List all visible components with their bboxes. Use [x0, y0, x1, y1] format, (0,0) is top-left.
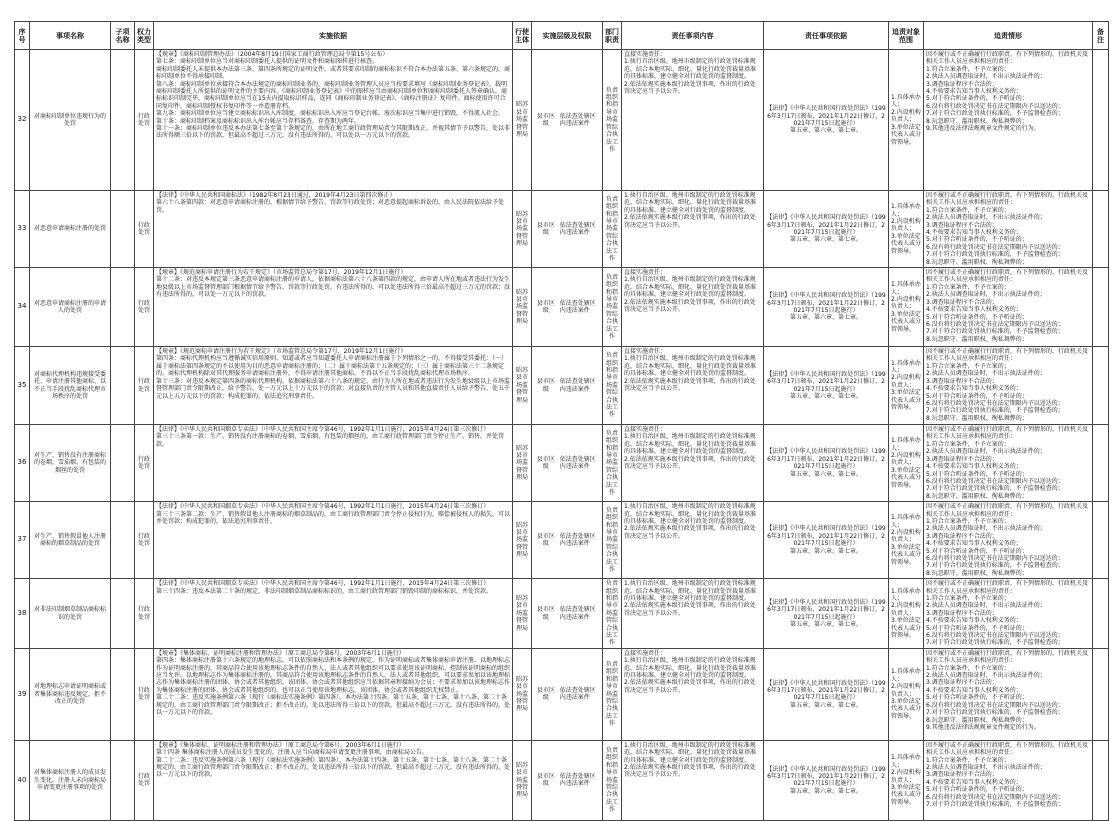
row-level-name: 县市区级 — [536, 606, 555, 621]
row-level — [532, 502, 603, 579]
table-row — [15, 347, 1109, 425]
row-level — [532, 648, 603, 740]
row-item-name: 对生产、销售没有注册商标的卷烟、雪茄烟、有包装的烟丝的处罚 — [30, 425, 111, 502]
row-target: 1.具体承办人； 2.内设机构负责人； 3.单位法定代表人或分管领导。 — [889, 502, 924, 579]
row-situation: 因不履行或不正确履行行政职责，有下列情形的，行政机关及相关工作人员应承担相应的责任： 1.符合立案条件，不予立案的； 2.执法人员调查取证时，不出示执法证件的； 3.调查取证程序不合法的； 4.不按要求告知当事人权利义务的； 5.对于符合听证条件的，不予听证的； 6.没有将行政处罚决定书在法定期限内予以送达的； 7.对于符合行政处罚执行标准的，不予监督检查的； 8.玩忽职守、滥用职权、徇私舞弊的； — [924, 347, 1093, 425]
row-target: 1.具体承办人； 2.内设机构负责人； 3.单位法定代表人或分管领导。 — [889, 740, 924, 820]
row-note — [1093, 347, 1109, 425]
row-basis: 【规章】《商标印制管理办法》（2004年8月19日国家工商行政管理总局令第15号公布） 第七条：商标印制单位应当对商标印制委托人提供的证明文件和商标图样进行核查。 商标印制委托人未提供本办法第三条、第四条所规定的证明文件，或者其要求印制的商标标识不符合本办法第五条、第六条规定的，商标印制单位不得承接印制。 第八条：商标印制单位承接符合本办法规定的商标印制业务的，商标印制业务管理人员应当按要求填写《商标印制业务登记表》，载明商标印制委托人所提供的证明文件的主要内容，《商标印制业务登记表》中的图样应当由商标印制单位和商标印制委托人签章确认。商标标识印制完毕，商标印制单位应当在15天内提取标识样品，连同《商标印制业务登记表》、《商标注册证》复印件、商标使用许可合同复印件、商标印制授权书复印件等一并造册存档。 第九条：商标印制单位应当建立商标标识出入库制度，商标标识出入库应当登记台帐。废次标识应当集中进行销毁，不得流入社会。 第十条：商标印制档案及商标标识出入库台帐应当存档备查，存查期为两年。 第十一条：商标印制单位违反本办法第七条至第十条规定的，由所在地工商行政管理局责令其限期改正，并视其情节予以警告，处以非法所得额三倍以下的罚款，但最高不超过三万元，没有违法所得的，可以处以一万元以下的罚款。 — [154, 50, 513, 191]
row-subject: 昭苏县市场监督管理局 — [513, 579, 532, 649]
row-note — [1093, 50, 1109, 191]
row-dept: 负责组织和指导市场监管综合执法工作 — [603, 50, 622, 191]
header-subject: 行使主体 — [513, 22, 532, 50]
row-seq: 38 — [15, 579, 30, 649]
row-note — [1093, 191, 1109, 268]
row-item-name: 对集体商标注册人的成员发生变化，注册人未向商标局申请变更注册事项的处罚 — [30, 740, 111, 820]
row-resp-basis: 【法律】《中华人民共和国行政处罚法》（1996年3月17日颁布，2021年1月22日修订，2021年7月15日起施行） 第五章、第六章、第七章。 — [764, 740, 889, 820]
row-item-name: 对非法印制烟草制品商标标识的处罚 — [30, 579, 111, 649]
row-level-scope: 依法查处辖区内违法案件 — [559, 606, 596, 621]
row-subject: 昭苏县市场监督管理局 — [513, 648, 532, 740]
row-note — [1093, 268, 1109, 347]
row-level-name: 县市区级 — [536, 112, 555, 127]
header-dept: 部门职责 — [603, 22, 622, 50]
row-target: 1.具体承办人； 2.内设机构负责人； 3.单位法定代表人或分管领导。 — [889, 425, 924, 502]
row-level — [532, 268, 603, 347]
row-power-type: 行政处罚 — [135, 740, 154, 820]
row-situation: 因不履行或不正确履行行政职责，有下列情形的，行政机关及相关工作人员应承担相应的责任： 1.符合立案条件，不予立案的； 2.执法人员调查取证时，不出示执法证件的； 3.调查取证程序不合法的； 4.不按要求告知当事人权利义务的； 5.对于符合听证条件的，不予听证的； 6.没有将行政处罚决定书在法定期限内予以送达的； 7.对于符合行政处罚执行标准的，不予监督检查的； 8.玩忽职守、滥用职权、徇私舞弊的； 9.其他违反法律法规规章文件规定的行为。 — [924, 648, 1093, 740]
row-subject: 昭苏县市场监督管理局 — [513, 502, 532, 579]
row-resp-basis: 【法律】《中华人民共和国行政处罚法》（1996年3月17日颁布，2021年1月22日修订，2021年7月15日起施行） 第五章、第六章、第七章。 — [764, 347, 889, 425]
row-resp: 直接实施责任： 1.执行自治区级、地州市级制定的行政处罚标准规范，结合本地实际，细化、量化行政处罚裁量基准的具体标准，建立健全对行政处罚的监督制度。 2.依法依规实施本级行政处罚事项，作出的行政处罚决定应当予以公开。 — [622, 347, 764, 425]
row-level — [532, 191, 603, 268]
row-power-type: 行政处罚 — [135, 191, 154, 268]
header-basis: 实施依据 — [154, 22, 513, 50]
row-item-name: 对地理标志申请证明商标或者集体商标违反规定，拒不改正的处罚 — [30, 648, 111, 740]
row-situation: 因不履行或不正确履行行政职责，有下列情形的，行政机关及相关工作人员应承担相应的责任： 1.符合立案条件，不予立案的； 2.执法人员调查取证时，不出示执法证件的； 3.调查取证程序不合法的； 4.不按要求告知当事人权利义务的； 5.对于符合听证条件的，不予听证的； 6.没有将行政处罚决定书在法定期限内予以送达的； 7.对于符合行政处罚执行标准的，不予监督检查的； 8.玩忽职守、滥用职权、徇私舞弊的； — [924, 425, 1093, 502]
table-row — [15, 648, 1109, 740]
row-level-scope: 依法查处辖区内违法案件 — [559, 686, 596, 702]
row-seq: 34 — [15, 268, 30, 347]
row-level — [532, 347, 603, 425]
table-row — [15, 191, 1109, 268]
row-resp: 1.执行自治区级、地州市级制定的行政处罚标准规范，结合本地实际，细化、量化行政处罚裁量基准的具体标准，建立健全对行政处罚的监督制度。 2.依法依规实施本级行政处罚事项，作出的行政处罚决定应当予以公开。 — [622, 502, 764, 579]
row-basis: 【规章】《规范商标申请注册行为若干规定》（市场监管总局令第17号，2019年12月1日施行） 第十二条：对违反本规定第三条恶意申请商标注册的申请人，依据商标法第六十八条第四款的规定，由申请人所在地或者违法行为发生地县级以上市场监督管理部门根据情节给予警告、罚款等行政处罚。有违法所得的，可以处违法所得三倍最高不超过三万元的罚款；没有违法所得的，可以处一万元以下的罚款。 — [154, 268, 513, 347]
row-dept: 负责组织和指导市场监管综合执法工作 — [603, 648, 622, 740]
row-level-name: 县市区级 — [536, 221, 555, 237]
row-level — [532, 579, 603, 649]
row-resp-basis: 【法律】《中华人民共和国行政处罚法》（1996年3月17日颁布，2021年1月22日修订，2021年7月15日起施行） 第五章、第六章、第七章。 — [764, 191, 889, 268]
row-situation: 因不履行或不正确履行行政职责，有下列情形的，行政机关及相关工作人员应承担相应的责任： 1.符合立案条件，不予立案的； 2.执法人员调查取证时，不出示执法证件的； 3.调查取证程序不合法的； 4.不按要求告知当事人权利义务的； 5.对于符合听证条件的，不予听证的； 6.没有将行政处罚决定书在法定期限内予以送达的； 7.对于符合行政处罚执行标准的，不予监督检查的； 8.玩忽职守、滥用职权、徇私舞弊的； 9.其他违反法律法规规章文件规定的行为。 — [924, 50, 1093, 191]
row-target: 1.具体承办人； 2.内设机构负责人； 3.单位法定代表人或分管领导。 — [889, 268, 924, 347]
table-row — [15, 425, 1109, 502]
header-name: 事项名称 — [30, 22, 111, 50]
header-resp-basis: 责任事项依据 — [764, 22, 889, 50]
row-sub-item — [111, 502, 135, 579]
row-level-scope: 依法查处辖区内违法案件 — [559, 532, 596, 548]
row-note — [1093, 579, 1109, 649]
header-note: 备注 — [1093, 22, 1109, 50]
row-power-type: 行政处罚 — [135, 579, 154, 649]
row-sub-item — [111, 648, 135, 740]
header-row — [15, 22, 1109, 50]
row-level-name: 县市区级 — [536, 299, 555, 315]
row-subject: 昭苏县市场监督管理局 — [513, 740, 532, 820]
row-dept: 负责组织和指导市场监管综合执法工作 — [603, 425, 622, 502]
row-basis: 【规章】《集体商标、证明商标注册和管理办法》（原工商总局令第6号，2003年6月1日施行） 第十四条 集体商标注册人的成员发生变化的，注册人应当向商标局申请变更注册事项，由商标局公告。 第二十二条：违反实施条例第六条（现行《商标法实施条例》第四条）、本办法第十四条、第十五条、第十七条、第十八条、第二十条规定的，由工商行政管理部门责令限期改正；拒不改正的，处以违法所得三倍以下的罚款，但最高不超过三万元，没有违法所得的，处以一万元以下的罚款。 — [154, 740, 513, 820]
header-target: 追责对象范围 — [889, 22, 924, 50]
table-row — [15, 502, 1109, 579]
row-level-scope: 依法查处辖区内违法案件 — [559, 112, 596, 127]
row-level — [532, 740, 603, 820]
row-note — [1093, 648, 1109, 740]
row-seq: 33 — [15, 191, 30, 268]
row-resp: 直接实施责任： 1.执行自治区级、地州市级制定的行政处罚标准规范，结合本地实际，细化、量化行政处罚裁量基准的具体标准，建立健全对行政处罚的监督制度。 2.依法依规实施本级行政处罚事项，作出的行政处罚决定应当予以公开。 — [622, 268, 764, 347]
row-target: 1.具体承办人； 2.内设机构负责人； 3.单位法定代表人或分管领导。 — [889, 50, 924, 191]
header-resp: 责任事项内容 — [622, 22, 764, 50]
row-level-name: 县市区级 — [536, 455, 555, 471]
row-resp-basis: 【法律】《中华人民共和国行政处罚法》（1996年3月17日颁布，2021年1月22日修订，2021年7月15日起施行） 第五章、第六章、第七章。 — [764, 425, 889, 502]
row-sub-item — [111, 191, 135, 268]
row-resp: 1.执行自治区级、地州市级制定的行政处罚标准规范，结合本地实际，细化、量化行政处罚裁量基准的具体标准，建立健全对行政处罚的监督制度。 2.依法依规实施本级行政处罚事项，作出的行政处罚决定应当予以公开。 — [622, 740, 764, 820]
row-dept: 负责组织和指导市场监管综合执法工作 — [603, 191, 622, 268]
row-level-scope: 依法查处辖区内违法案件 — [559, 378, 596, 393]
row-power-type: 行政处罚 — [135, 648, 154, 740]
row-dept: 负责组织和指导市场监管综合执法工作 — [603, 268, 622, 347]
row-subject: 昭苏县市场监督管理局 — [513, 347, 532, 425]
row-sub-item — [111, 740, 135, 820]
row-resp-basis: 【法律】《中华人民共和国行政处罚法》（1996年3月17日颁布，2021年1月22日修订，2021年7月15日起施行） 第五章、第六章、第七章。 — [764, 50, 889, 191]
row-resp: 1.执行自治区级、地州市级制定的行政处罚标准规范，结合本地实际，细化、量化行政处罚裁量基准的具体标准，建立健全对行政处罚的监督制度。 2.依法依规实施本级行政处罚事项，作出的行政处罚决定应当予以公开。 — [622, 579, 764, 649]
row-resp: 直接实施责任： 1.执行自治区级、地州市级制定的行政处罚标准规范，结合本地实际，细化、量化行政处罚裁量基准的具体标准，建立健全对行政处罚的监督制度。 2.依法依规实施本级行政处罚事项，作出的行政处罚决定应当予以公开。 — [622, 425, 764, 502]
row-level — [532, 50, 603, 191]
row-item-name: 对恶意申请商标注册的申请人的处罚 — [30, 268, 111, 347]
row-basis: 【法律】《中华人民共和国烟草专卖法》（中华人民共和国主席令第46号，1992年1月1日施行，2015年4月24日第三次修订） 第三十四条：违反本法第二十条的规定，非法印制烟草制品商标标识的，由工商行政管理部门销毁印制的商标标识，并处罚款。 — [154, 579, 513, 649]
row-resp: 直接实施责任： 1.执行自治区级、地州市级制定的行政处罚标准规范，结合本地实际，细化、量化行政处罚裁量基准的具体标准，建立健全对行政处罚的监督制度。 2.依法依规实施本级行政处罚事项，作出的行政处罚决定应当予以公开。 — [622, 50, 764, 191]
row-level-scope: 依法查处辖区内违法案件 — [559, 299, 596, 315]
row-seq: 32 — [15, 50, 30, 191]
header-sub: 子项名称 — [111, 22, 135, 50]
row-basis: 【规章】《集体商标、证明商标注册和管理办法》（原工商总局令第6号，2003年6月1日施行） 第四条：集体商标注册第十六条规定的地理标志，可以依照商标法和本条例的规定，作为证明商标或者集体商标申请注册。以地理标志作为证明商标注册的，其商品符合使用该地理标志条件的自然人、法人或者其他组织可以要求使用该证明商标，控制该证明商标的组织应当允许。以地理标志作为集体商标注册的，其商品符合使用该地理标志条件的自然人、法人或者其他组织，可以要求参加以该地理标志作为集体商标注册的团体、协会或者其他组织，该团体、协会或者其他组织应当依据其章程接纳为会员；不要求参加以该地理标志作为集体商标注册的团体、协会或者其他组织的，也可以正当使用该地理标志，该团体、协会或者其他组织无权禁止。 第二十二条：违反实施条例第六条（现行《商标法实施条例》第四条）、本办法第十四条、第十五条、第十七条、第十八条、第二十条规定的，由工商行政管理部门责令限期改正；拒不改正的，处以违法所得三倍以下的罚款，但最高不超过三万元，没有违法所得的，处以一万元以下的罚款。 — [154, 648, 513, 740]
row-level-name: 县市区级 — [536, 686, 555, 702]
row-note — [1093, 502, 1109, 579]
row-level-scope: 依法查处辖区内违法案件 — [559, 455, 596, 471]
row-basis: 【法律】《中华人民共和国烟草专卖法》（中华人民共和国主席令第46号，1992年1月1日施行，2015年4月24日第三次修订） 第三十三条第二款：生产、销售假冒他人注册商标的烟草制品的，由工商行政管理部门责令停止侵权行为，赔偿被侵权人的损失，可以并处罚款；构成犯罪的，依法追究刑事责任。 — [154, 502, 513, 579]
row-target: 1.具体承办人； 2.内设机构负责人； 3.单位法定代表人或分管领导。 — [889, 347, 924, 425]
row-basis: 【法律】《中华人民共和国商标法》（1982年8月23日通过，2019年4月23日第四次修正） 第六十八条第四款：对恶意申请商标注册的，根据情节给予警告、罚款等行政处罚；对恶意提起商标诉讼的，由人民法院依法给予处罚。 — [154, 191, 513, 268]
row-resp-basis: 【法律】《中华人民共和国行政处罚法》（1996年3月17日颁布，2021年1月22日修订，2021年7月15日起施行） 第五章、第六章、第七章。 — [764, 268, 889, 347]
row-dept: 负责组织和指导市场监管综合执法工作 — [603, 347, 622, 425]
row-level-name: 县市区级 — [536, 378, 555, 393]
power-list-table — [14, 21, 1109, 821]
header-type: 权力类型 — [135, 22, 154, 50]
row-sub-item — [111, 347, 135, 425]
row-resp-basis: 【法律】《中华人民共和国行政处罚法》（1996年3月17日颁布，2021年1月22日修订，2021年7月15日起施行） 第五章、第六章、第七章。 — [764, 648, 889, 740]
row-dept: 负责组织和指导市场监管综合执法工作 — [603, 502, 622, 579]
row-dept: 负责组织和指导市场监管综合执法工作 — [603, 579, 622, 649]
row-item-name: 对生产、销售假冒他人注册商标的烟草制品的处罚 — [30, 502, 111, 579]
row-target: 1.具体承办人； 2.内设机构负责人； 3.单位法定代表人或分管领导。 — [889, 648, 924, 740]
row-item-name: 对商标代理机构违规接受委托、申请注册其他商标、以不正当手段扰乱商标代理市场秩序的处罚 — [30, 347, 111, 425]
row-situation: 因不履行或不正确履行行政职责，有下列情形的，行政机关及相关工作人员应承担相应的责任： 1.符合立案条件，不予立案的； 2.执法人员调查取证时，不出示执法证件的； 3.调查取证程序不合法的； 4.不按要求告知当事人权利义务的； 5.对于符合听证条件的，不予听证的； 6.没有将行政处罚决定书在法定期限内予以送达的； 7.对于符合行政处罚执行标准的，不予监督检查的； — [924, 740, 1093, 820]
table-row — [15, 740, 1109, 820]
row-sub-item — [111, 50, 135, 191]
row-situation: 因不履行或不正确履行行政职责，有下列情形的，行政机关及相关工作人员应承担相应的责任： 1.符合立案条件，不予立案的； 2.执法人员调查取证时，不出示执法证件的； 3.调查取证程序不合法的； 4.不按要求告知当事人权利义务的； 5.对于符合听证条件的，不予听证的； 6.没有将行政处罚决定书在法定期限内予以送达的； 7.对于符合行政处罚执行标准的，不予监督检查的； — [924, 579, 1093, 649]
header-situation: 追责情形 — [924, 22, 1093, 50]
row-seq: 39 — [15, 648, 30, 740]
row-resp: 1.执行自治区级、地州市级制定的行政处罚标准规范，结合本地实际，细化、量化行政处罚裁量基准的具体标准，建立健全对行政处罚的监督制度。 2.依法依规实施本级行政处罚事项，作出的行政处罚决定应当予以公开。 — [622, 191, 764, 268]
row-sub-item — [111, 579, 135, 649]
row-level-scope: 依法查处辖区内违法案件 — [559, 221, 596, 237]
row-seq: 35 — [15, 347, 30, 425]
row-situation: 因不履行或不正确履行行政职责，有下列情形的，行政机关及相关工作人员应承担相应的责任： 1.符合立案条件，不予立案的； 2.执法人员调查取证时，不出示执法证件的； 3.调查取证程序不合法的； 4.不按要求告知当事人权利义务的； 5.对于符合听证条件的，不予听证的； 6.没有将行政处罚决定书在法定期限内予以送达的； 7.对于符合行政处罚执行标准的，不予监督检查的； 8.玩忽职守、滥用职权、徇私舞弊的； — [924, 191, 1093, 268]
row-level — [532, 425, 603, 502]
row-subject: 昭苏县市场监督管理局 — [513, 50, 532, 191]
row-situation: 因不履行或不正确履行行政职责，有下列情形的，行政机关及相关工作人员应承担相应的责任： 1.符合立案条件，不予立案的； 2.执法人员调查取证时，不出示执法证件的； 3.调查取证程序不合法的； 4.不按要求告知当事人权利义务的； 5.对于符合听证条件的，不予听证的； 6.没有将行政处罚决定书在法定期限内予以送达的； 7.对于符合行政处罚执行标准的，不予监督检查的； 8.玩忽职守、滥用职权、徇私舞弊的； — [924, 502, 1093, 579]
row-power-type: 行政处罚 — [135, 425, 154, 502]
header-level: 实施层级及权限 — [532, 22, 603, 50]
row-power-type: 行政处罚 — [135, 50, 154, 191]
row-subject: 昭苏县市场监督管理局 — [513, 425, 532, 502]
row-sub-item — [111, 425, 135, 502]
table-row — [15, 268, 1109, 347]
header-seq: 序号 — [15, 22, 30, 50]
row-note — [1093, 425, 1109, 502]
row-level-scope: 依法查处辖区内违法案件 — [559, 772, 596, 788]
row-seq: 37 — [15, 502, 30, 579]
row-power-type: 行政处罚 — [135, 347, 154, 425]
row-dept: 负责组织和指导市场监管综合执法工作 — [603, 740, 622, 820]
row-basis: 【规章】《规范商标申请注册行为若干规定》（市场监管总局令第17号，2019年12月1日施行） 第四条：商标代理机构应当遵循诚实信用原则。知道或者应当知道委托人申请商标注册属于下列情形之一的，不得接受其委托：（一）属于商标法第四条规定的不以使用为目的恶意申请商标注册的；（二）属于商标法第十五条规定的；（三）属于商标法第三十二条规定的。商标代理机构除对其代理服务申请商标注册外，不得申请注册其他商标，不得以不正当手段扰乱商标代理市场秩序。 第十三条：对违反本规定第四条的商标代理机构，依据商标法第六十八条的规定，由行为人所在地或者违法行为发生地县级以上市场监督管理部门责令限期改正，给予警告，处一万元以上十万元以下的罚款；对直接负责的主管人员和其他直接责任人员给予警告，处五千元以上五万元以下的罚款；构成犯罪的，依法追究刑事责任。 — [154, 347, 513, 425]
row-subject: 昭苏县市场监督管理局 — [513, 268, 532, 347]
row-item-name: 对商标印制单位违规行为的处罚 — [30, 50, 111, 191]
row-power-type: 行政处罚 — [135, 502, 154, 579]
row-resp-basis: 【法律】《中华人民共和国行政处罚法》（1996年3月17日颁布，2021年1月22日修订，2021年7月15日起施行） 第五章、第六章、第七章。 — [764, 579, 889, 649]
row-level-name: 县市区级 — [536, 772, 555, 788]
row-level-name: 县市区级 — [536, 532, 555, 548]
row-seq: 36 — [15, 425, 30, 502]
row-resp-basis: 【法律】《中华人民共和国行政处罚法》（1996年3月17日颁布，2021年1月22日修订，2021年7月15日起施行） 第五章、第六章、第七章。 — [764, 502, 889, 579]
row-resp: 直接实施责任： 1.执行自治区级、地州市级制定的行政处罚标准规范，结合本地实际，细化、量化行政处罚裁量基准的具体标准，建立健全对行政处罚的监督制度。 2.依法依规实施本级行政处罚事项，作出的行政处罚决定应当予以公开。 — [622, 648, 764, 740]
row-sub-item — [111, 268, 135, 347]
row-seq: 40 — [15, 740, 30, 820]
row-situation: 因不履行或不正确履行行政职责，有下列情形的，行政机关及相关工作人员应承担相应的责任： 1.符合立案条件，不予立案的； 2.执法人员调查取证时，不出示执法证件的； 3.调查取证程序不合法的； 4.不按要求告知当事人权利义务的； 5.对于符合听证条件的，不予听证的； 6.没有将行政处罚决定书在法定期限内予以送达的； 7.对于符合行政处罚执行标准的，不予监督检查的； 8.玩忽职守、滥用职权、徇私舞弊的； — [924, 268, 1093, 347]
table-row — [15, 579, 1109, 649]
row-power-type: 行政处罚 — [135, 268, 154, 347]
row-note — [1093, 740, 1109, 820]
row-target: 1.具体承办人； 2.内设机构负责人； 3.单位法定代表人或分管领导。 — [889, 191, 924, 268]
table-row — [15, 50, 1109, 191]
row-item-name: 对恶意申请商标注册的处罚 — [30, 191, 111, 268]
row-basis: 【法律】《中华人民共和国烟草专卖法》（中华人民共和国主席令第46号，1992年1月1日施行，2015年4月24日第三次修订） 第三十三条第一款：生产、销售没有注册商标的卷烟、雪茄烟、有包装的烟丝的，由工商行政管理部门责令停止生产、销售，并处罚款。 — [154, 425, 513, 502]
row-subject: 昭苏县市场监督管理局 — [513, 191, 532, 268]
row-target: 1.具体承办人； 2.内设机构负责人； 3.单位法定代表人或分管领导。 — [889, 579, 924, 649]
